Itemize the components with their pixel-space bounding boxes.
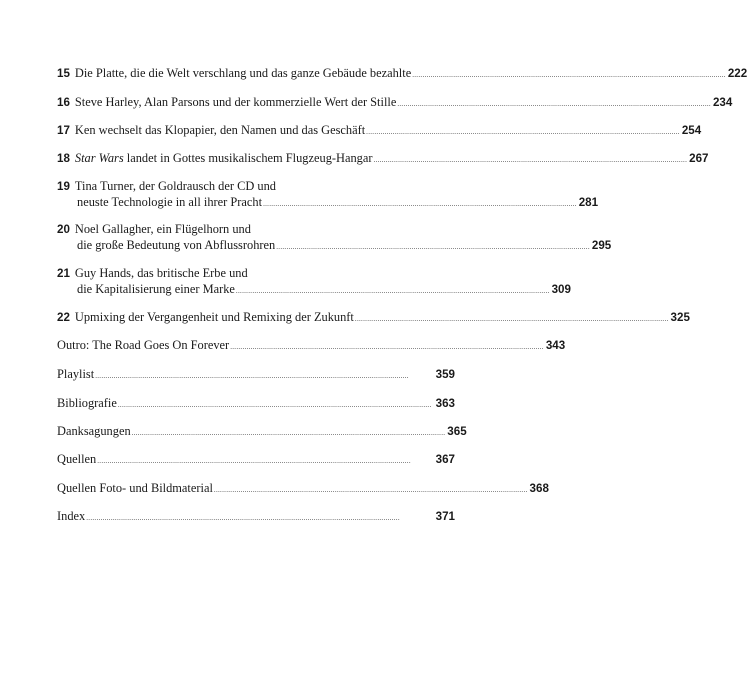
page-number: 363 (435, 397, 455, 410)
toc-entry[interactable] (57, 395, 455, 411)
toc-entry[interactable] (57, 480, 549, 496)
chapter-number: 15 (57, 67, 70, 80)
chapter-title: Upmixing der Vergangenheit und Remixing der Zukunft (74, 310, 354, 324)
leader-dots: ......................................................................................................................................................... (354, 315, 669, 323)
chapter-number: 22 (57, 311, 70, 324)
leader-dots: ......................................................................................................................................................... (230, 343, 544, 351)
leader-dots: ......................................................................................................................................................... (86, 514, 400, 522)
chapter-number: 18 (57, 152, 70, 165)
page-number: 371 (435, 510, 455, 523)
leader-dots: ......................................................................................................................................................... (117, 401, 432, 409)
toc-entry[interactable] (57, 65, 747, 81)
chapter-number: 16 (57, 96, 70, 109)
page-number: 295 (591, 239, 612, 252)
leader-dots: ......................................................................................................................................................... (97, 457, 411, 465)
page-number: 343 (545, 339, 566, 352)
italic-title: Star Wars (74, 151, 124, 165)
chapter-number: 20 (57, 223, 70, 236)
leader-dots: ......................................................................................................................................................... (366, 128, 680, 136)
section-title: Bibliografie (57, 396, 117, 410)
toc-entry[interactable] (57, 366, 455, 382)
section-title: Index (57, 509, 86, 523)
leader-dots: ......................................................................................................................................................... (213, 486, 528, 494)
chapter-title: Steve Harley, Alan Parsons und der kommerzielle Wert der Stille (74, 95, 397, 109)
toc-entry[interactable] (57, 508, 455, 524)
section-title: Quellen Foto- und Bildmaterial (57, 481, 213, 495)
leader-dots: ......................................................................................................................................................... (373, 156, 688, 164)
leader-dots: ......................................................................................................................................................... (276, 243, 590, 251)
chapter-title-line2: die große Bedeutung von Abflussrohren (77, 238, 276, 252)
leader-dots: ......................................................................................................................................................... (95, 372, 409, 380)
chapter-title: Noel Gallagher, ein Flügelhorn und (74, 222, 251, 236)
leader-dots: ......................................................................................................................................................... (235, 287, 550, 295)
toc-entry[interactable] (57, 423, 467, 439)
page-number: 222 (727, 67, 747, 80)
chapter-title: Guy Hands, das britische Erbe und (74, 266, 248, 280)
chapter-title: Ken wechselt das Klopapier, den Namen und das Geschäft (74, 123, 366, 137)
toc-entry[interactable] (57, 122, 702, 138)
toc-entry[interactable] (57, 94, 733, 110)
chapter-number: 17 (57, 124, 70, 137)
chapter-title (75, 150, 373, 166)
toc-entry[interactable] (57, 337, 566, 353)
toc-entry[interactable] (57, 150, 709, 166)
page-number: 359 (435, 368, 455, 381)
page-number: 368 (529, 482, 549, 495)
toc-entry[interactable] (57, 221, 612, 253)
page-number: 325 (670, 311, 690, 324)
chapter-title-rest: landet in Gottes musikalischem Flugzeug-Hangar (123, 151, 373, 165)
page-number: 367 (435, 453, 455, 466)
section-title: Quellen (57, 452, 97, 466)
section-title: Danksagungen (57, 424, 131, 438)
leader-dots: ......................................................................................................................................................... (131, 429, 446, 437)
section-title: Playlist (57, 367, 95, 381)
toc-entry[interactable] (57, 265, 571, 297)
toc-entry[interactable] (57, 451, 455, 467)
chapter-title: Die Platte, die die Welt verschlang und das ganze Gebäude bezahlte (74, 66, 412, 80)
chapter-title-line2: neuste Technologie in all ihrer Pracht (77, 195, 263, 209)
section-title: Outro: The Road Goes On Forever (57, 338, 230, 352)
page-number: 254 (681, 124, 702, 137)
page-number: 234 (712, 96, 733, 109)
chapter-number: 19 (57, 180, 70, 193)
chapter-title-line2: die Kapitalisierung einer Marke (77, 282, 235, 296)
leader-dots: ......................................................................................................................................................... (397, 100, 711, 108)
page-number: 365 (447, 425, 467, 438)
leader-dots: ......................................................................................................................................................... (412, 71, 726, 79)
leader-dots: ......................................................................................................................................................... (263, 200, 577, 208)
chapter-title: Tina Turner, der Goldrausch der CD und (74, 179, 276, 193)
page-number: 267 (689, 152, 709, 165)
page-number: 281 (578, 196, 599, 209)
toc-entry[interactable] (57, 178, 599, 210)
chapter-number: 21 (57, 267, 70, 280)
page-number: 309 (551, 283, 571, 296)
toc-entry[interactable] (57, 309, 690, 325)
